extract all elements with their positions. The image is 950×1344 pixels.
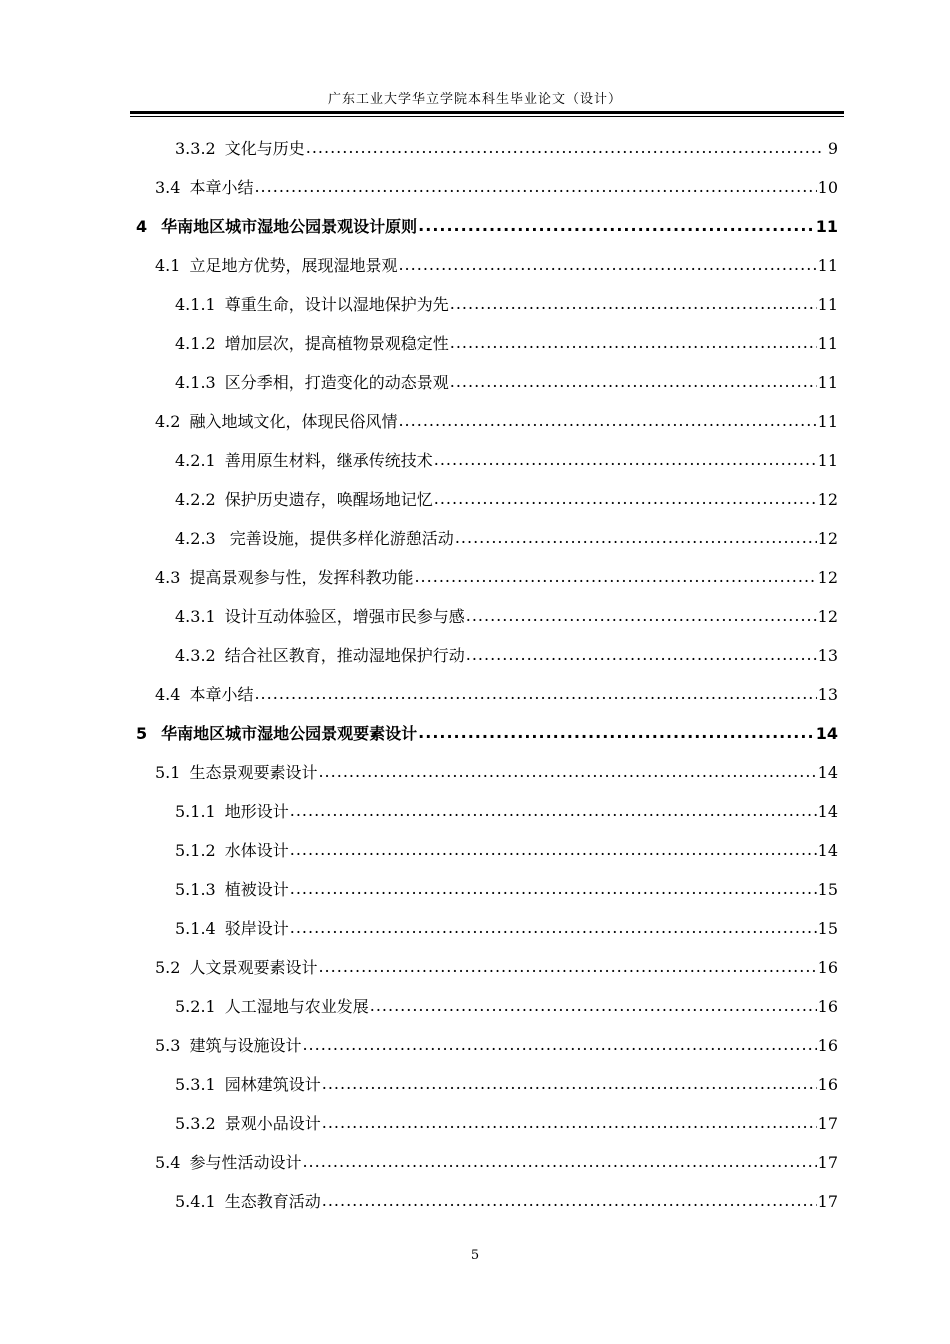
toc-entry-label: [155, 412, 397, 432]
toc-entry-page: 11: [817, 334, 838, 353]
toc-dot-leader: [455, 528, 817, 548]
toc-entry-page: 14: [815, 724, 838, 743]
toc-entry-title: 本章小结: [189, 685, 254, 704]
toc-entry-number: 4: [136, 217, 148, 236]
toc-entry-number: 5.3.2: [175, 1114, 216, 1133]
toc-entry-page: 16: [817, 1075, 838, 1094]
toc-entry[interactable]: [175, 486, 838, 510]
toc-entry-label: [175, 607, 465, 627]
toc-entry[interactable]: [155, 408, 838, 432]
toc-entry-title: 文化与历史: [224, 139, 305, 158]
toc-entry-label: [175, 490, 433, 510]
toc-entry-number: 4.1.2: [175, 334, 216, 353]
toc-entry-number: 3.3.2: [175, 139, 216, 158]
toc-entry-title: 提高景观参与性，发挥科教功能: [189, 568, 414, 587]
toc-entry-label: [175, 529, 454, 549]
toc-entry-title: 本章小结: [189, 178, 254, 197]
toc-entry[interactable]: [155, 681, 838, 705]
toc-entry-label: [175, 334, 449, 354]
toc-dot-leader: [254, 684, 816, 704]
toc-dot-leader: [318, 957, 816, 977]
toc-entry-title: 区分季相，打造变化的动态景观: [224, 373, 449, 392]
toc-entry[interactable]: [175, 876, 838, 900]
toc-entry-label: [155, 178, 253, 198]
toc-entry-page: 16: [817, 1036, 838, 1055]
toc-entry-title: 设计互动体验区，增强市民参与感: [224, 607, 465, 626]
toc-entry-title: 园林建筑设计: [224, 1075, 321, 1094]
toc-dot-leader: [434, 489, 817, 509]
toc-entry-title: 立足地方优势，展现湿地景观: [189, 256, 398, 275]
toc-entry-label: [175, 802, 289, 822]
toc-entry-number: 4.4: [155, 685, 181, 704]
toc-entry-page: 13: [817, 685, 838, 704]
toc-entry-number: 5.4: [155, 1153, 181, 1172]
toc-entry-title: 人文景观要素设计: [189, 958, 318, 977]
toc-entry-page: 14: [817, 802, 838, 821]
toc-dot-leader: [254, 177, 816, 197]
toc-entry-title: 地形设计: [224, 802, 289, 821]
toc-dot-leader: [450, 294, 817, 314]
toc-dot-leader: [318, 762, 816, 782]
toc-entry-label: [175, 841, 289, 861]
toc-entry[interactable]: [155, 252, 838, 276]
toc-entry-title: 参与性活动设计: [189, 1153, 302, 1172]
toc-entry[interactable]: [175, 330, 838, 354]
toc-dot-leader: [434, 450, 817, 470]
toc-entry-number: 5.2.1: [175, 997, 216, 1016]
toc-entry-page: 10: [817, 178, 838, 197]
toc-entry[interactable]: [175, 1110, 838, 1134]
toc-dot-leader: [450, 333, 817, 353]
toc-entry[interactable]: [175, 291, 838, 315]
toc-entry-title: 融入地域文化，体现民俗风情: [189, 412, 398, 431]
toc-entry-title: 结合社区教育，推动湿地保护行动: [224, 646, 465, 665]
toc-entry-title: 生态教育活动: [224, 1192, 321, 1211]
toc-entry-title: 华南地区城市湿地公园景观设计原则: [161, 217, 418, 236]
toc-dot-leader: [322, 1191, 817, 1211]
toc-entry-number: 5: [136, 724, 148, 743]
toc-entry-label: [136, 217, 417, 237]
toc-entry[interactable]: [155, 1032, 838, 1056]
toc-entry-number: 5.3.1: [175, 1075, 216, 1094]
toc-entry-label: [175, 1114, 321, 1134]
toc-entry-number: 4.2.3: [175, 529, 216, 548]
toc-entry-number: 5.1.4: [175, 919, 216, 938]
toc-entry[interactable]: [155, 564, 838, 588]
header-title: 广东工业大学华立学院本科生毕业论文（设计）: [327, 92, 622, 107]
toc-entry-label: [155, 256, 397, 276]
toc-entry-title: 水体设计: [224, 841, 289, 860]
toc-entry[interactable]: [175, 525, 838, 549]
toc-dot-leader: [290, 801, 817, 821]
toc-entry[interactable]: [175, 915, 838, 939]
toc-entry-title: 建筑与设施设计: [189, 1036, 302, 1055]
toc-dot-leader: [414, 567, 816, 587]
toc-entry-label: [175, 139, 305, 159]
toc-entry-title: 华南地区城市湿地公园景观要素设计: [161, 724, 418, 743]
toc-entry-number: 4.2.2: [175, 490, 216, 509]
toc-dot-leader: [450, 372, 817, 392]
toc-entry-title: 生态景观要素设计: [189, 763, 318, 782]
toc-entry-page: 17: [817, 1114, 838, 1133]
toc-entry-number: 4.3.1: [175, 607, 216, 626]
header-rule: [130, 111, 844, 114]
toc-entry-label: [175, 1075, 321, 1095]
toc-entry[interactable]: [136, 213, 838, 237]
toc-entry-page: 12: [817, 568, 838, 587]
toc-entry-label: [155, 958, 317, 978]
toc-entry-number: 5.2: [155, 958, 181, 977]
toc-entry-title: 增加层次，提高植物景观稳定性: [224, 334, 449, 353]
toc-entry-title: 植被设计: [224, 880, 289, 899]
toc-entry-number: 4.2.1: [175, 451, 216, 470]
toc-entry-page: 17: [817, 1192, 838, 1211]
toc-entry[interactable]: [175, 135, 838, 159]
toc-entry-label: [175, 919, 289, 939]
toc-entry-label: [155, 763, 317, 783]
toc-entry-label: [175, 295, 449, 315]
toc-dot-leader: [302, 1152, 816, 1172]
toc-entry-number: 5.1: [155, 763, 181, 782]
header-rule-thin: [130, 116, 844, 117]
toc-entry-label: [175, 880, 289, 900]
toc-dot-leader: [302, 1035, 816, 1055]
toc-entry-title: 尊重生命，设计以湿地保护为先: [224, 295, 449, 314]
toc-dot-leader: [370, 996, 817, 1016]
toc-entry-label: [175, 451, 433, 471]
toc-entry-number: 5.1.2: [175, 841, 216, 860]
toc-entry-page: 11: [817, 256, 838, 275]
toc-entry-page: 11: [817, 295, 838, 314]
toc-entry[interactable]: [136, 720, 838, 744]
toc-entry-number: 3.4: [155, 178, 181, 197]
toc-entry-number: 5.1.3: [175, 880, 216, 899]
toc-entry-title: 完善设施，提供多样化游憩活动: [224, 529, 454, 548]
toc-entry-label: [155, 568, 413, 588]
toc-entry-number: 5.1.1: [175, 802, 216, 821]
toc-dot-leader: [398, 411, 816, 431]
toc-entry[interactable]: [175, 837, 838, 861]
toc-entry-label: [155, 1036, 301, 1056]
toc-dot-leader: [466, 606, 817, 626]
toc-entry-number: 4.1: [155, 256, 181, 275]
toc-entry[interactable]: [155, 759, 838, 783]
toc-entry[interactable]: [175, 447, 838, 471]
toc-entry-label: [155, 685, 253, 705]
toc-entry-page: 9: [827, 139, 838, 158]
toc-entry-page: 13: [817, 646, 838, 665]
toc-entry-number: 4.1.1: [175, 295, 216, 314]
toc-entry-page: 14: [817, 841, 838, 860]
toc-dot-leader: [290, 879, 817, 899]
toc-entry-number: 4.2: [155, 412, 181, 431]
toc-dot-leader: [322, 1074, 817, 1094]
toc-entry-title: 保护历史遗存，唤醒场地记忆: [224, 490, 433, 509]
toc-entry-page: 14: [817, 763, 838, 782]
page-number: 5: [470, 1248, 480, 1263]
toc-entry-page: 16: [817, 958, 838, 977]
toc-entry[interactable]: [175, 603, 838, 627]
toc-dot-leader: [306, 138, 823, 158]
toc-entry-title: 善用原生材料，继承传统技术: [224, 451, 433, 470]
toc-entry-page: 11: [817, 412, 838, 431]
toc-entry-label: [155, 1153, 301, 1173]
toc-entry-label: [175, 646, 465, 666]
toc-entry-number: 4.3.2: [175, 646, 216, 665]
toc-dot-leader: [290, 918, 817, 938]
toc-entry-number: 4.3: [155, 568, 181, 587]
toc-entry-page: 12: [817, 490, 838, 509]
toc-entry[interactable]: [175, 1188, 838, 1212]
toc-entry-page: 16: [817, 997, 838, 1016]
toc-entry-page: 15: [817, 880, 838, 899]
toc-entry-label: [175, 997, 369, 1017]
toc-entry-page: 12: [817, 607, 838, 626]
toc-entry-label: [175, 1192, 321, 1212]
toc-entry[interactable]: [175, 369, 838, 393]
toc-entry-page: 15: [817, 919, 838, 938]
toc-entry[interactable]: [155, 954, 838, 978]
toc-dot-leader: [418, 723, 815, 743]
toc-entry-number: 4.1.3: [175, 373, 216, 392]
toc-entry[interactable]: [155, 1149, 838, 1173]
toc-entry-page: 11: [817, 451, 838, 470]
toc-dot-leader: [466, 645, 817, 665]
toc-entry-title: 景观小品设计: [224, 1114, 321, 1133]
toc-entry[interactable]: [155, 174, 838, 198]
toc-dot-leader: [398, 255, 816, 275]
toc-dot-leader: [290, 840, 817, 860]
toc-dot-leader: [418, 216, 815, 236]
toc-entry-number: 5.4.1: [175, 1192, 216, 1211]
toc-entry-title: 驳岸设计: [224, 919, 289, 938]
toc-entry-label: [136, 724, 417, 744]
toc-entry[interactable]: [175, 1071, 838, 1095]
toc-entry-page: 12: [817, 529, 838, 548]
toc-entry[interactable]: [175, 642, 838, 666]
toc-entry[interactable]: [175, 993, 838, 1017]
toc-entry-page: 17: [817, 1153, 838, 1172]
toc-entry-number: 5.3: [155, 1036, 181, 1055]
toc-entry-label: [175, 373, 449, 393]
toc-entry-page: 11: [815, 217, 838, 236]
toc-entry-title: 人工湿地与农业发展: [224, 997, 369, 1016]
toc-entry-page: 11: [817, 373, 838, 392]
toc-entry[interactable]: [175, 798, 838, 822]
toc-dot-leader: [322, 1113, 817, 1133]
